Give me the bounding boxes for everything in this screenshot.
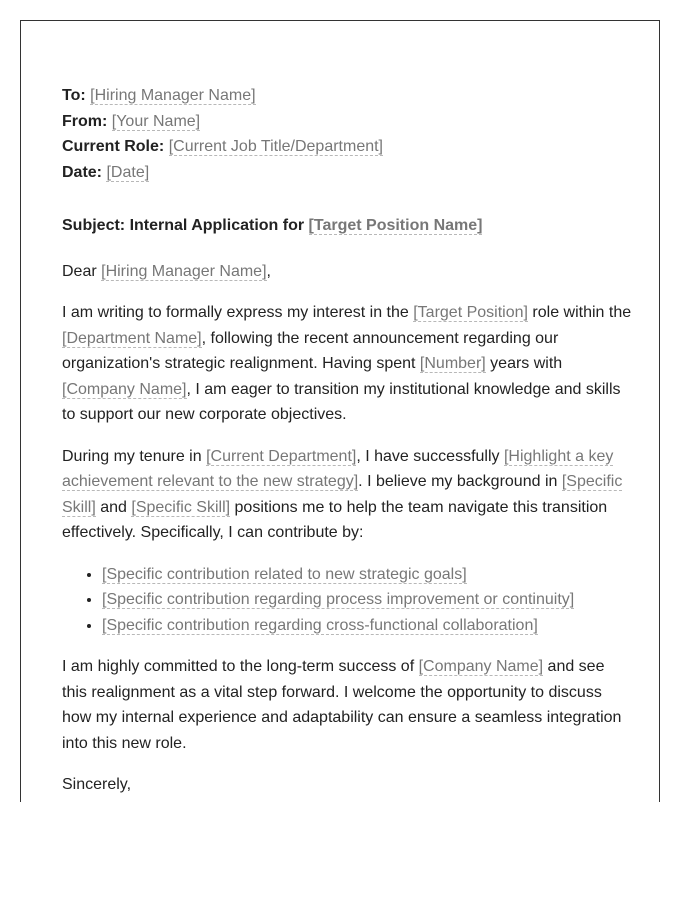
- para2-text-4: and: [95, 498, 132, 516]
- para2-text-1: During my tenure in: [62, 447, 207, 465]
- subject-text: Subject: Internal Application for: [62, 217, 309, 234]
- contribution-list: [62, 562, 632, 639]
- para2-text-2: , I have successfully: [356, 447, 504, 465]
- para2-placeholder-skill-2: [Specific Skill]: [131, 498, 231, 516]
- para1-placeholder-target-position: [Target Position]: [413, 304, 528, 321]
- date-label: Date:: [62, 163, 103, 181]
- para2-placeholder-skill-1: [Specific Skill]: [62, 473, 623, 516]
- para2-text-3: . I believe my background in: [358, 473, 562, 490]
- para1-placeholder-number: [Number]: [419, 355, 486, 372]
- letter-page: [20, 20, 660, 802]
- date-line: [62, 160, 632, 186]
- to-label: To:: [62, 87, 86, 104]
- para2-text-5: positions me to help the team navigate this transition effectively. Specifically, I can contribute by:: [62, 498, 608, 541]
- salutation-text: Dear: [62, 263, 102, 280]
- para3-text-1: I am highly committed to the long-term success of: [62, 658, 419, 675]
- contribution-placeholder: [Specific contribution regarding cross-functional collaboration]: [102, 616, 538, 634]
- para1-text-2: role within the: [527, 304, 632, 321]
- paragraph-intro: [62, 300, 632, 428]
- to-line: [62, 83, 632, 109]
- paragraph-commitment: [62, 654, 632, 756]
- para1-text-1: I am writing to formally express my interest in the: [62, 304, 414, 321]
- salutation-placeholder: [Hiring Manager Name]: [101, 263, 267, 280]
- para1-text-5: , I am eager to transition my institutional knowledge and skills to support our new corporate objectives.: [62, 380, 621, 423]
- current-role-label: Current Role:: [62, 138, 165, 155]
- para2-placeholder-current-department: [Current Department]: [206, 447, 357, 465]
- salutation-suffix: ,: [266, 263, 271, 280]
- salutation: [62, 260, 632, 284]
- list-item: [102, 613, 632, 639]
- para1-text-3: , following the recent announcement regarding our organization's strategic realignment. Having spent: [62, 329, 559, 372]
- list-item: [102, 587, 632, 613]
- para3-placeholder-company: [Company Name]: [418, 658, 544, 675]
- current-role-placeholder: [Current Job Title/Department]: [168, 138, 383, 155]
- subject-line: [62, 214, 632, 238]
- current-role-line: [62, 134, 632, 160]
- para2-placeholder-achievement: [Highlight a key achievement relevant to the new strategy]: [62, 447, 614, 490]
- para1-text-4: years with: [485, 355, 563, 372]
- from-label: From:: [62, 112, 108, 130]
- from-placeholder: [Your Name]: [111, 112, 201, 130]
- paragraph-tenure: [62, 444, 632, 546]
- closing-signoff: Sincerely,: [62, 776, 132, 793]
- from-line: [62, 109, 632, 135]
- date-placeholder: [Date]: [106, 163, 150, 181]
- to-placeholder: [Hiring Manager Name]: [90, 87, 256, 104]
- subject-placeholder: [Target Position Name]: [308, 217, 483, 234]
- letter-content: [62, 83, 632, 798]
- contribution-placeholder: [Specific contribution regarding process improvement or continuity]: [102, 591, 575, 608]
- para1-placeholder-department: [Department Name]: [62, 329, 202, 347]
- para3-text-2: and see this realignment as a vital step forward. I welcome the opportunity to discuss how my internal experience and adaptability can ensure a seamless integration into this new role.: [62, 658, 622, 752]
- list-item: [102, 562, 632, 588]
- contribution-placeholder: [Specific contribution related to new strategic goals]: [102, 565, 467, 583]
- para1-placeholder-company: [Company Name]: [62, 380, 187, 398]
